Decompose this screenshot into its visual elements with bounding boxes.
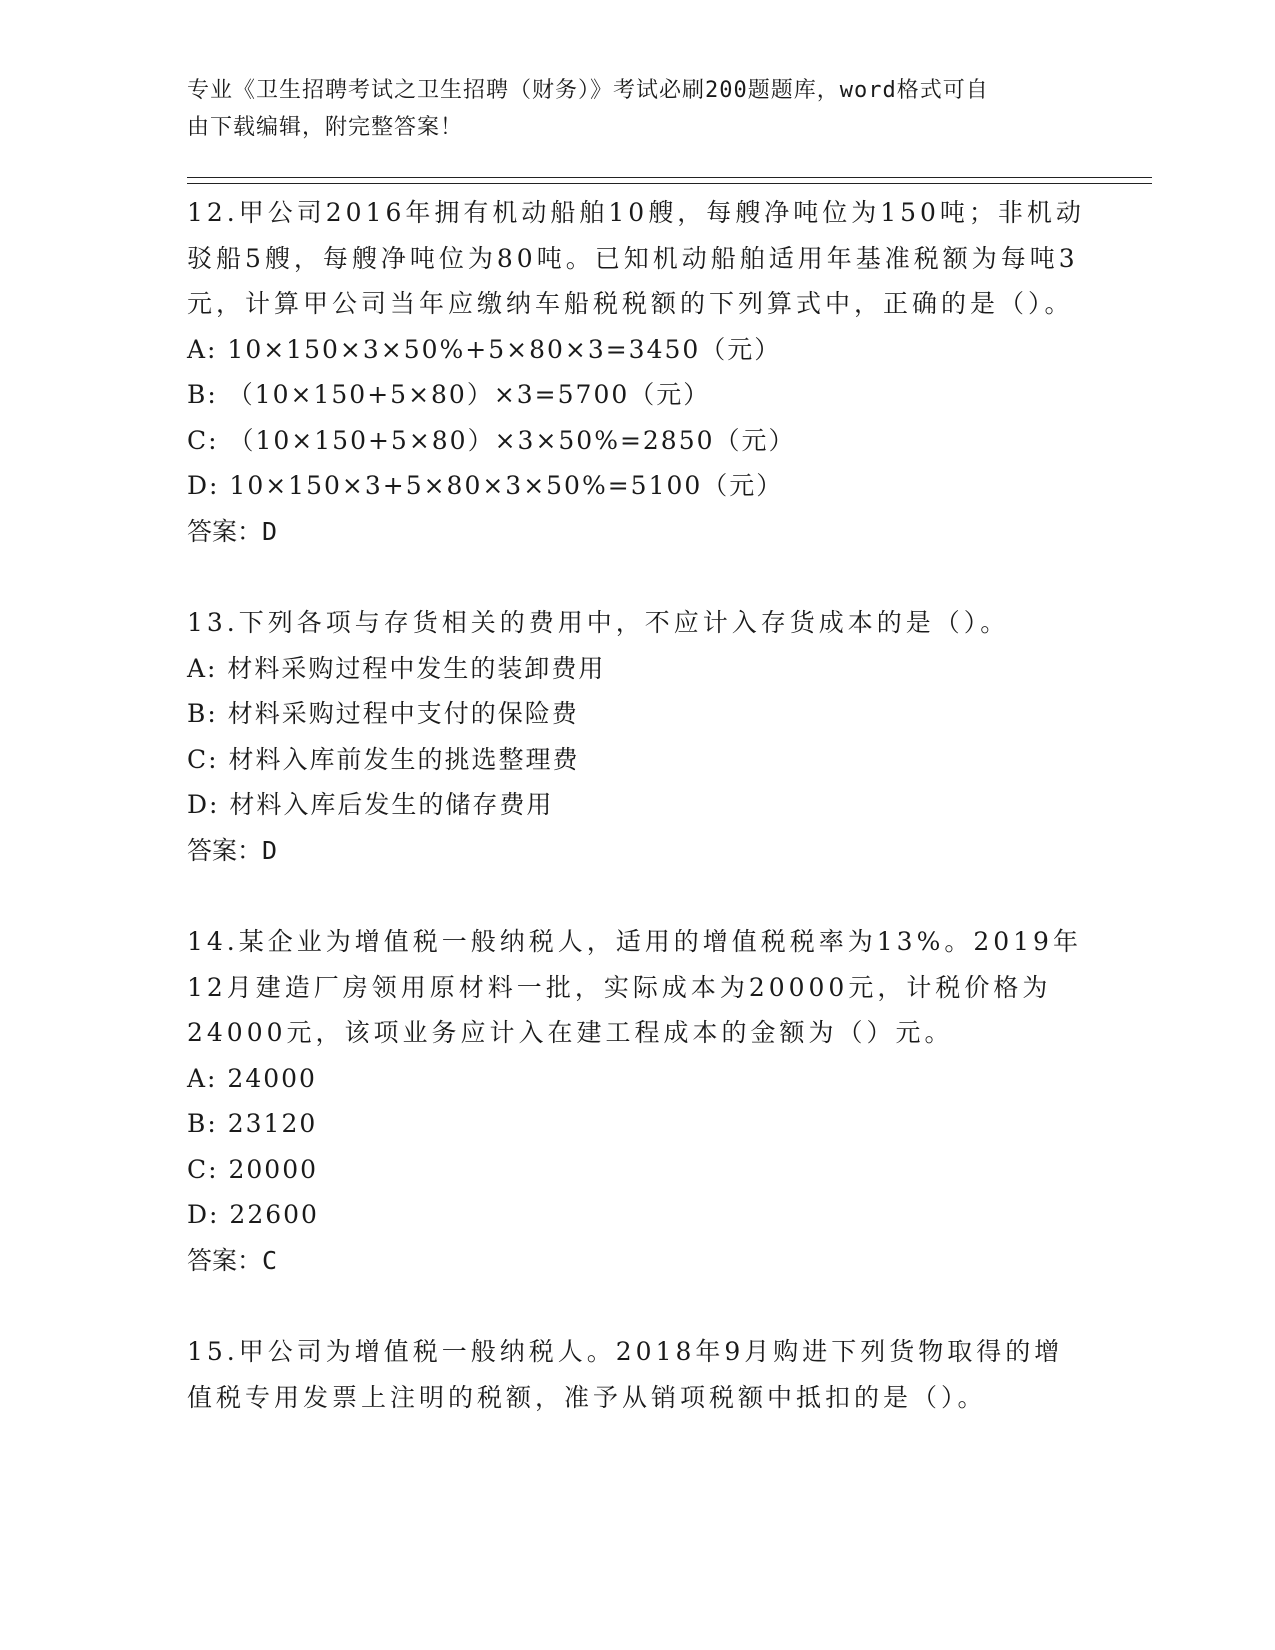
question-stem: 14.某企业为增值税一般纳税人，适用的增值税税率为13%。2019年12月建造厂房领用原材料一批，实际成本为20000元，计税价格为24000元，该项业务应计入在建工程成本的金额为（）元。 (187, 927, 1082, 1047)
option-a: A: 24000 (187, 1063, 317, 1093)
option-d: D: 材料入库后发生的储存费用 (187, 790, 554, 819)
option-b: B: 23120 (187, 1109, 318, 1138)
option-c: C: 材料入库前发生的挑选整理费 (187, 744, 580, 774)
answer-line: 答案：D (187, 516, 278, 546)
answer-line: 答案：C (187, 1245, 278, 1275)
header-line-1: 专业《卫生招聘考试之卫生招聘（财务）》考试必刷200题题库，word格式可自 (187, 78, 989, 103)
question-stem: 15.甲公司为增值税一般纳税人。2018年9月购进下列货物取得的增值税专用发票上注明的税额，准予从销项税额中抵扣的是（）。 (187, 1337, 1064, 1412)
question-list (187, 190, 1087, 1466)
header-divider-top (187, 177, 1152, 178)
question-15 (187, 1329, 1087, 1420)
question-14 (187, 919, 1087, 1283)
header-divider-bottom (187, 183, 1152, 184)
option-d: D: 22600 (187, 1200, 319, 1229)
answer-line: 答案：D (187, 835, 278, 865)
document-header (187, 72, 1067, 146)
header-line-2: 由下载编辑，附完整答案！ (187, 115, 464, 140)
option-c: C: （10×150+5×80）×3×50%=2850（元） (187, 425, 796, 455)
option-a: A: 材料采购过程中发生的装卸费用 (187, 653, 606, 683)
option-d: D: 10×150×3+5×80×3×50%=5100（元） (187, 471, 784, 500)
question-13 (187, 600, 1087, 873)
question-stem: 13.下列各项与存货相关的费用中，不应计入存货成本的是（）。 (187, 608, 1010, 637)
question-stem: 12.甲公司2016年拥有机动船舶10艘，每艘净吨位为150吨；非机动驳船5艘，每艘净吨位为80吨。已知机动船舶适用年基准税额为每吨3元，计算甲公司当年应缴纳车船税税额的下列算式中，正确的是（）。 (187, 198, 1085, 318)
option-b: B: 材料采购过程中支付的保险费 (187, 699, 579, 728)
option-a: A: 10×150×3×50%+5×80×3=3450（元） (187, 334, 782, 364)
question-12 (187, 190, 1087, 554)
option-c: C: 20000 (187, 1154, 319, 1184)
option-b: B: （10×150+5×80）×3=5700（元） (187, 380, 711, 409)
